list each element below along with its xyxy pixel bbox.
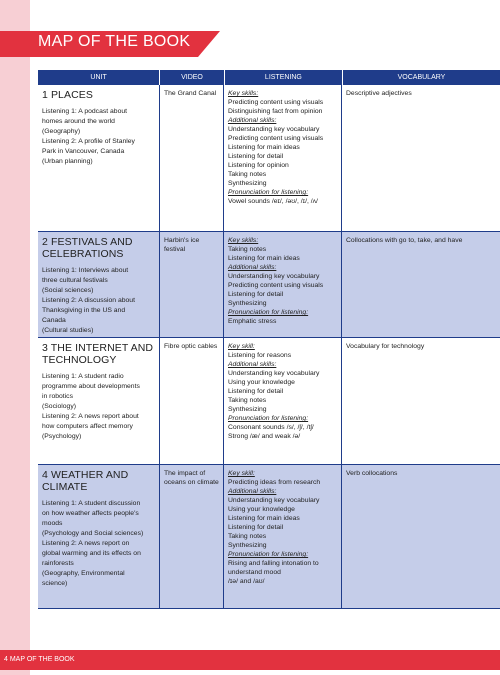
skill-label: Key skills: xyxy=(228,90,259,97)
skill-item: Understanding key vocabulary xyxy=(228,126,320,133)
map-table xyxy=(38,70,500,609)
skill-item: Vowel sounds /eɪ/, /əʊ/, /ɪ/, /ʌ/ xyxy=(228,198,318,205)
skill-item: Synthesizing xyxy=(228,180,267,187)
unit-line: (Urban planning) xyxy=(42,158,93,165)
unit-line: Listening 2: A profile of Stanley xyxy=(42,138,135,145)
unit-title: 4 WEATHER AND CLIMATE xyxy=(42,469,129,493)
skill-item: Using your knowledge xyxy=(228,506,295,513)
unit-line: programme about developments xyxy=(42,383,140,390)
skill-item: Taking notes xyxy=(228,397,267,404)
unit-line: Listening 2: A discussion about xyxy=(42,297,135,304)
skill-item: Understanding key vocabulary xyxy=(228,497,320,504)
skill-item: Rising and falling intonation to xyxy=(228,560,319,567)
unit-title: 3 THE INTERNET AND TECHNOLOGY xyxy=(42,342,154,366)
skill-item: understand mood xyxy=(228,569,281,576)
table-row xyxy=(38,85,500,232)
vocabulary-cell: Descriptive adjectives xyxy=(346,90,412,97)
skill-item: Understanding key vocabulary xyxy=(228,273,320,280)
skill-item: Using your knowledge xyxy=(228,379,295,386)
skill-label: Key skill: xyxy=(228,343,255,350)
unit-line: (Social sciences) xyxy=(42,287,94,294)
skill-item: Listening for detail xyxy=(228,153,284,160)
unit-line: Listening 1: Interviews about xyxy=(42,267,129,274)
skill-item: Consonant sounds /s/, /ʃ/, /tʃ/ xyxy=(228,424,314,431)
unit-line: homes around the world xyxy=(42,118,115,125)
skill-label: Key skills: xyxy=(228,237,259,244)
skill-item: Distinguishing fact from opinion xyxy=(228,108,323,115)
skill-item: Listening for detail xyxy=(228,388,284,395)
skill-label: Additional skills: xyxy=(228,361,277,368)
unit-cell xyxy=(38,232,160,337)
unit-line: (Psychology and Social sciences) xyxy=(42,530,144,537)
unit-line: science) xyxy=(42,580,68,587)
skill-item: Predicting ideas from research xyxy=(228,479,321,486)
unit-line: Listening 2: A news report on xyxy=(42,540,130,547)
vocabulary-cell: Collocations with go to, take, and have xyxy=(346,237,463,244)
skill-item: Listening for main ideas xyxy=(228,515,300,522)
skill-label: Additional skills: xyxy=(228,117,277,124)
unit-line: Listening 1: A student discussion xyxy=(42,500,141,507)
unit-line: Listening 1: A podcast about xyxy=(42,108,128,115)
skill-label: Additional skills: xyxy=(228,264,277,271)
skill-label: Pronunciation for listening: xyxy=(228,551,309,558)
side-strip xyxy=(0,0,30,675)
skill-label: Additional skills: xyxy=(228,488,277,495)
unit-line: (Geography) xyxy=(42,128,81,135)
unit-title: 1 PLACES xyxy=(42,89,93,101)
skill-item: Taking notes xyxy=(228,246,267,253)
unit-line: Listening 1: A student radio xyxy=(42,373,124,380)
skill-item: Listening for opinion xyxy=(228,162,289,169)
skill-item: Taking notes xyxy=(228,533,267,540)
skill-item: Understanding key vocabulary xyxy=(228,370,320,377)
header-unit: UNIT xyxy=(38,70,160,85)
vocabulary-cell: Vocabulary for technology xyxy=(346,343,425,350)
unit-cell xyxy=(38,465,160,608)
footer-band xyxy=(0,650,500,670)
unit-line: Canada xyxy=(42,317,66,324)
unit-line: rainforests xyxy=(42,560,74,567)
table-row xyxy=(38,338,500,465)
listening-cell xyxy=(224,232,342,337)
unit-line: (Cultural studies) xyxy=(42,327,94,334)
skill-item: Listening for main ideas xyxy=(228,255,300,262)
skill-item: Listening for detail xyxy=(228,291,284,298)
video-cell: Fibre optic cables xyxy=(160,338,224,464)
listening-cell xyxy=(224,85,342,231)
skill-label: Pronunciation for listening: xyxy=(228,309,309,316)
unit-title: 2 FESTIVALS AND CELEBRATIONS xyxy=(42,236,133,260)
unit-line: Thanksgiving in the US and xyxy=(42,307,126,314)
unit-cell xyxy=(38,338,160,464)
unit-line: (Psychology) xyxy=(42,433,82,440)
skill-label: Pronunciation for listening: xyxy=(228,415,309,422)
table-body xyxy=(38,85,500,609)
skill-item: Listening for main ideas xyxy=(228,144,300,151)
video-cell: Harbin's ice festival xyxy=(160,232,224,337)
unit-line: three cultural festivals xyxy=(42,277,108,284)
header-vocabulary: VOCABULARY xyxy=(397,74,446,81)
unit-line: (Geography, Environmental xyxy=(42,570,125,577)
vocabulary-cell: Verb collocations xyxy=(346,470,398,477)
unit-line: how computers affect memory xyxy=(42,423,133,430)
listening-cell xyxy=(224,465,342,608)
skill-item: Predicting content using visuals xyxy=(228,135,324,142)
table-row xyxy=(38,465,500,609)
skill-item: Taking notes xyxy=(228,171,267,178)
skill-item: Listening for reasons xyxy=(228,352,292,359)
unit-line: (Sociology) xyxy=(42,403,76,410)
video-cell: The impact of oceans on climate xyxy=(160,465,224,608)
skill-item: Predicting content using visuals xyxy=(228,282,324,289)
unit-line: Park in Vancouver, Canada xyxy=(42,148,125,155)
skill-item: Strong /æ/ and weak /ə/ xyxy=(228,433,301,440)
skill-item: Listening for detail xyxy=(228,524,284,531)
skill-item: Synthesizing xyxy=(228,542,267,549)
header-video: VIDEO xyxy=(160,70,225,85)
skill-label: Pronunciation for listening: xyxy=(228,189,309,196)
listening-cell xyxy=(224,338,342,464)
unit-line: in robotics xyxy=(42,393,73,400)
skill-item: Predicting content using visuals xyxy=(228,99,324,106)
unit-line: on how weather affects people's xyxy=(42,510,139,517)
unit-line: Listening 2: A news report about xyxy=(42,413,139,420)
unit-line: moods xyxy=(42,520,63,527)
footer-text: 4 MAP OF THE BOOK xyxy=(4,656,75,663)
skill-item: Synthesizing xyxy=(228,406,267,413)
skill-item: Emphatic stress xyxy=(228,318,277,325)
skill-label: Key skill: xyxy=(228,470,255,477)
unit-cell xyxy=(38,85,160,231)
table-row xyxy=(38,232,500,338)
skill-item: /ɪə/ and /aʊ/ xyxy=(228,578,265,585)
table-header xyxy=(38,70,500,85)
unit-line: global warming and its effects on xyxy=(42,550,141,557)
skill-item: Synthesizing xyxy=(228,300,267,307)
video-cell: The Grand Canal xyxy=(160,85,224,231)
header-listening: LISTENING xyxy=(225,70,343,85)
page-title: MAP OF THE BOOK xyxy=(38,33,191,50)
